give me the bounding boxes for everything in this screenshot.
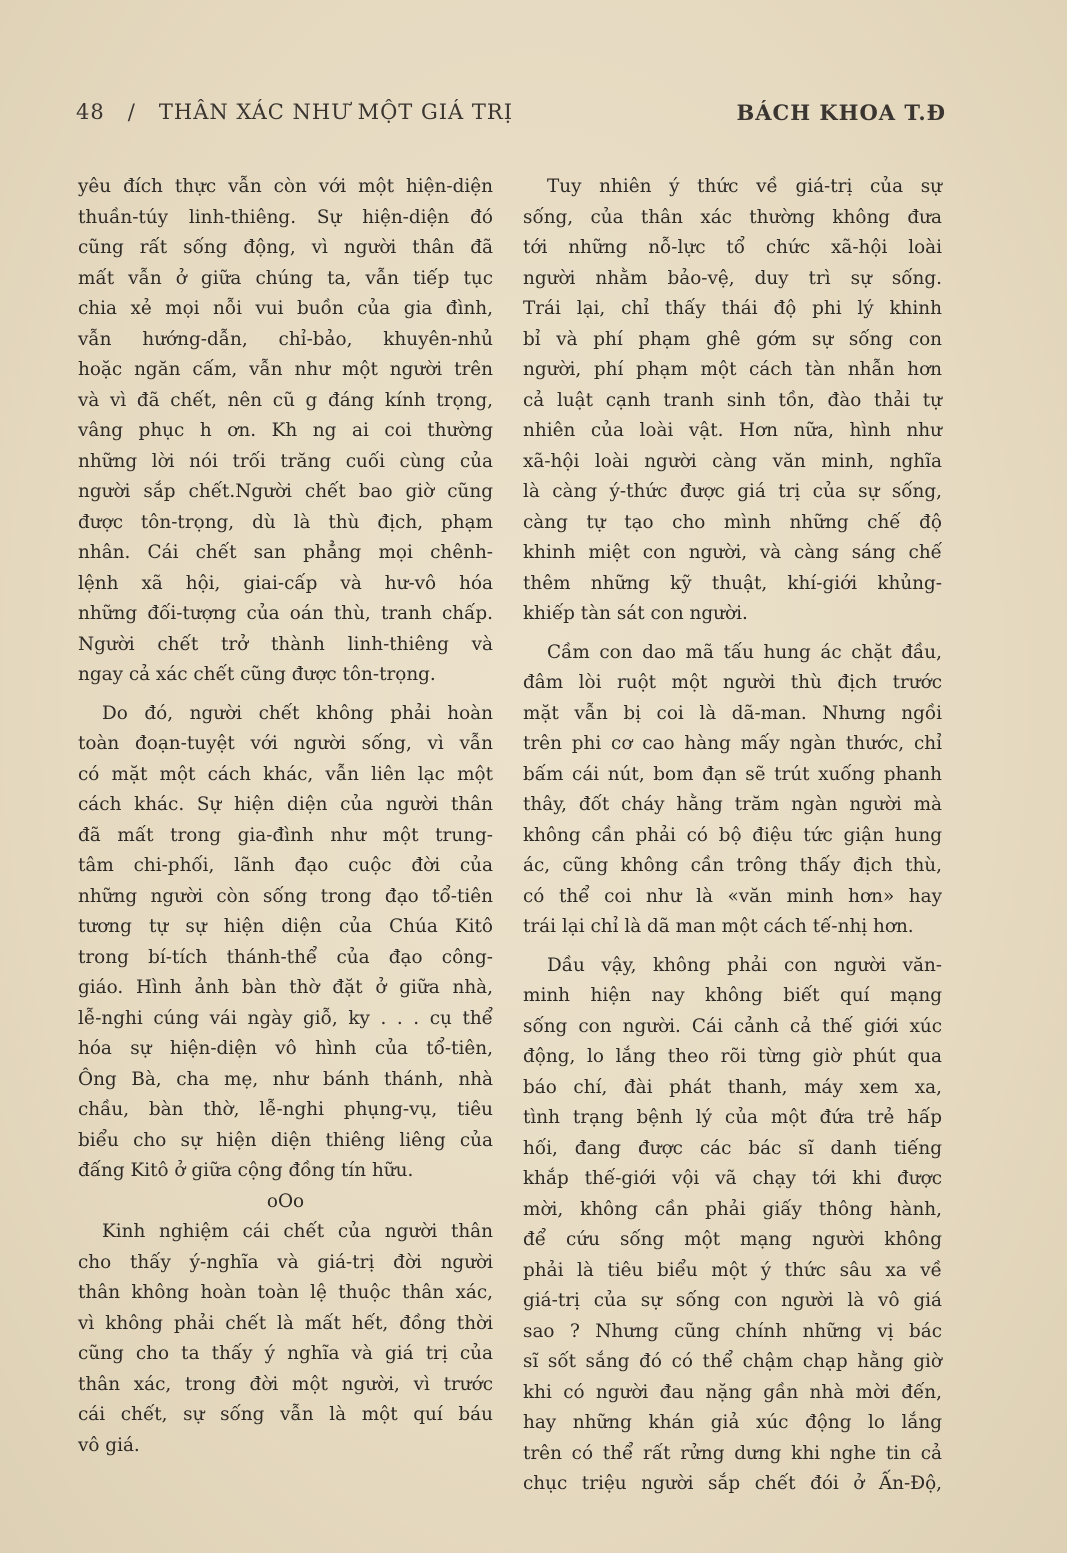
text-line: những lời nói trối trăng cuối cùng của [78,450,493,472]
text-line: sống con người. Cái cảnh cả thế giới xúc [523,1015,942,1037]
text-line: Dầu vậy, không phải con người văn- [547,954,942,976]
right-paragraph-1 [523,172,942,630]
text-line: khắp thế-giới vội vã chạy tới khi được [523,1168,942,1189]
left-column [78,172,493,1461]
text-line: động, lo lắng theo rõi từng giờ phút qua [523,1046,942,1067]
text-line: hay những khán giả xúc động lo lắng [523,1412,942,1433]
text-line: hoặc ngăn cấm, vẫn như một người trên [78,359,493,380]
text-line: lễ-nghi cúng vái ngày giỗ, ky . . . cụ thể [78,1007,493,1029]
text-line: biểu cho sự hiện diện thiêng liêng của [78,1129,493,1151]
section-separator: oOo [266,1190,305,1212]
text-line: cái chết, sự sống vẫn là một quí báu [78,1404,493,1425]
running-header [76,100,946,130]
text-line: có thể coi như là «văn minh hơn» hay [523,885,942,907]
text-line: thuần-túy linh-thiêng. Sự hiện-diện đó [78,206,493,228]
left-paragraph-1 [78,172,493,691]
text-line: hối, đang được các bác sĩ danh tiếng [523,1137,942,1159]
text-line: chục triệu người sắp chết đói ở Ấn-Độ, [523,1473,942,1494]
text-line: toàn đoạn-tuyệt với người sống, vì vẫn [78,733,493,754]
text-line: tâm chi-phối, lãnh đạo cuộc đời của [78,855,493,876]
text-line: trong bí-tích thánh-thể của đạo công- [78,946,493,968]
text-line: sao ? Nhưng cũng chính những vị bác [523,1320,942,1342]
text-line: cũng cho ta thấy ý nghĩa và giá trị của [78,1343,493,1364]
text-line: khi có người đau nặng gần nhà mời đến, [523,1381,942,1403]
text-line: mời, không cần phải giấy thông hành, [523,1198,942,1220]
text-line: mất vẫn ở giữa chúng ta, vẫn tiếp tục [78,267,493,289]
text-line: thây, đốt cháy hằng trăm ngàn người mà [523,794,942,815]
right-paragraph-2 [523,638,942,943]
text-line: người sắp chết.Người chết bao giờ cũng [78,481,493,502]
text-line: bấm cái nút, bom đạn sẽ trút xuống phanh [523,763,942,785]
text-line: hóa sự hiện-diện vô hình của tổ-tiên, [78,1038,493,1059]
text-line: có mặt một cách khác, vẫn liên lạc một [78,763,493,785]
text-line: vâng phục h ơn. Kh ng ai coi thường [78,420,493,441]
text-line: Do đó, người chết không phải hoàn [102,702,493,724]
text-line: chầu, bàn thờ, lễ-nghi phụng-vụ, tiêu [78,1099,493,1120]
text-line: được tôn-trọng, dù là thù địch, phạm [78,511,493,533]
text-line: Cầm con dao mã tấu hung ác chặt đầu, [547,641,942,663]
text-line: Người chết trở thành linh-thiêng và [78,633,493,655]
text-line: tình trạng bệnh lý của một đứa trẻ hấp [523,1107,942,1128]
journal-title: BÁCH KHOA T.Đ [736,100,946,125]
left-paragraph-3 [78,1217,493,1461]
text-line: thân xác, trong đời một người, vì trước [78,1373,493,1395]
text-line: báo chí, đài phát thanh, máy xem xa, [523,1076,942,1098]
text-line: minh hiện nay không biết quí mạng [523,985,942,1006]
text-line: là càng ý-thức được giá trị của sự sống, [523,481,942,502]
text-line: Ông Bà, cha mẹ, như bánh thánh, nhà [78,1068,493,1090]
text-line: Trái lại, chỉ thấy thái độ phi lý khinh [523,298,942,319]
text-line: những đối-tượng của oán thù, tranh chấp. [78,603,493,624]
article-title: THÂN XÁC NHƯ MỘT GIÁ TRỊ [158,100,514,124]
text-line: nhiên của loài vật. Hơn nữa, hình như [523,420,942,441]
text-line: phải là tiêu biểu một ý thức sâu xa về [523,1259,942,1281]
text-line: sống, của thân xác thường không đưa [523,206,942,228]
text-line: ngay cả xác chết cũng được tôn-trọng. [78,664,436,685]
text-line: tương tự sự hiện diện của Chúa Kitô [78,916,493,937]
text-line: người, phí phạm một cách tàn nhẫn hơn [523,359,942,380]
text-line: bỉ và phí phạm ghê gớm sự sống con [523,328,942,350]
text-line: và vì đã chết, nên cũ g đáng kính trọng, [78,389,493,411]
text-line: vì không phải chết là mất hết, đồng thời [78,1312,493,1334]
text-line: càng tự tạo cho mình những chế độ [523,511,942,533]
text-line: cả luật cạnh tranh sinh tồn, đào thải tự [523,389,942,411]
text-line: thêm những kỹ thuật, khí-giới khủng- [523,572,942,594]
text-line: chia xẻ mọi nỗi vui buồn của gia đình, [78,298,493,319]
text-line: cũng rất sống động, vì người thân đã [78,237,493,258]
page-number: 48 [76,100,105,124]
text-line: vẫn hướng-dẫn, chỉ-bảo, khuyên-nhủ [78,328,493,350]
text-line: đâm lòi ruột một người thù địch trước [523,672,942,693]
text-line: tới những nỗ-lực tổ chức xã-hội loài [523,237,942,258]
text-line: để cứu sống một mạng người không [523,1229,942,1250]
text-line: đã mất trong gia-đình như một trung- [78,824,493,846]
text-line: khiếp tàn sát con người. [523,603,748,624]
text-line: những người còn sống trong đạo tổ-tiên [78,885,493,907]
text-line: vô giá. [78,1434,140,1456]
text-line: trên phi cơ cao hàng mấy ngàn thước, chỉ [523,733,942,754]
text-line: Kinh nghiệm cái chết của người thân [102,1221,493,1242]
text-line: giáo. Hình ảnh bàn thờ đặt ở giữa nhà, [78,977,493,998]
text-line: cho thấy ý-nghĩa và giá-trị đời người [78,1251,493,1273]
text-line: đấng Kitô ở giữa cộng đồng tín hữu. [78,1160,414,1181]
header-separator: / [127,100,136,124]
text-line: giá-trị của sự sống con người là vô giá [523,1290,942,1311]
text-line: người nhằm bảo-vệ, duy trì sự sống. [523,267,942,289]
right-paragraph-3 [523,951,942,1500]
text-line: yêu đích thực vẫn còn với một hiện-diện [78,176,493,197]
text-line: mặt vẫn bị coi là dã-man. Nhưng ngồi [523,702,942,724]
left-paragraph-2 [78,699,493,1187]
text-line: thân không hoàn toàn lệ thuộc thân xác, [78,1282,493,1303]
text-line: xã-hội loài người càng văn minh, nghĩa [523,450,942,472]
header-left [76,100,513,124]
right-column [523,172,942,1500]
text-line: trên có thể rất rửng dưng khi nghe tin cả [523,1442,942,1464]
text-line: ác, cũng không cần trông thấy địch thù, [523,855,942,876]
text-line: khinh miệt con người, và càng sáng chế [523,542,942,563]
text-line: sĩ sốt sắng đó có thể chậm chạp hằng giờ [523,1351,942,1372]
text-line: cách khác. Sự hiện diện của người thân [78,794,493,815]
text-line: nhân. Cái chết san phẳng mọi chênh- [78,542,493,563]
text-line: không cần phải có bộ điệu tức giận hung [523,824,942,846]
text-line: lệnh xã hội, giai-cấp và hư-vô hóa [78,572,493,594]
text-line: trái lại chỉ là dã man một cách tế-nhị hơn. [523,916,914,937]
text-line: Tuy nhiên ý thức về giá-trị của sự [547,176,942,197]
